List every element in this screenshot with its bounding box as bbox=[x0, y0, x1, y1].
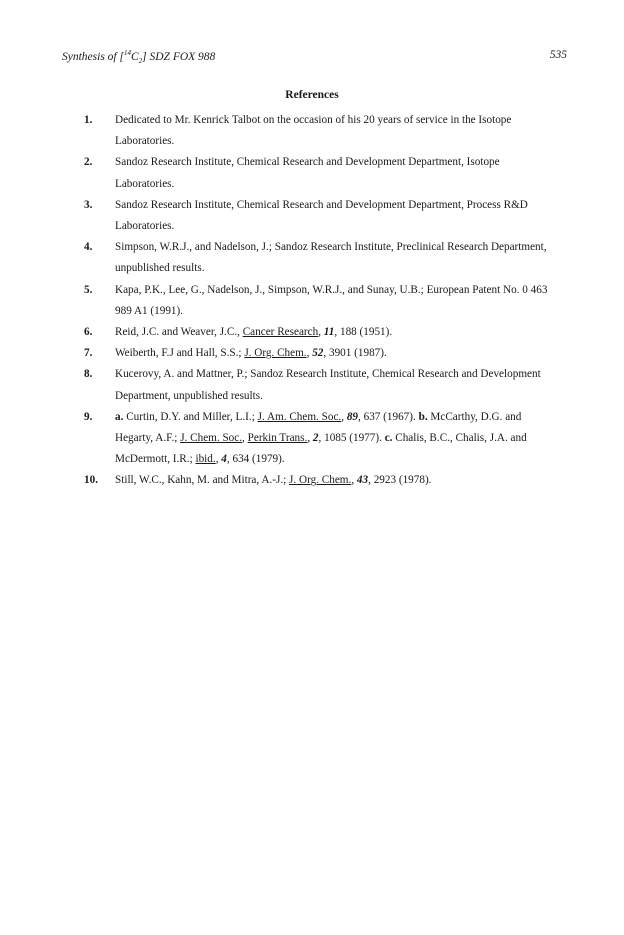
section-title: References bbox=[285, 89, 339, 101]
reference-text-run: 52 bbox=[312, 347, 324, 360]
reference-number: 9. bbox=[84, 410, 93, 423]
reference-text-run: c. bbox=[384, 432, 393, 445]
reference-text-run: , 3901 (1987). bbox=[323, 347, 387, 360]
reference-text bbox=[115, 343, 554, 364]
reference-text-run: , 637 (1967). bbox=[358, 410, 419, 423]
reference-text-run: Chalis, B.C., Chalis, J.A. and McDermott, I.R.; bbox=[115, 432, 527, 466]
reference-text-run: Sandoz Research Institute, Chemical Research and Development Department, Isotope Laboratories. bbox=[115, 156, 500, 190]
reference-text-run: b. bbox=[418, 410, 428, 423]
reference-text-run: , 1085 (1977). bbox=[318, 432, 385, 445]
reference-text-run: Reid, J.C. and Weaver, J.C., bbox=[115, 326, 243, 339]
reference-item bbox=[84, 470, 554, 491]
reference-text-run: , bbox=[341, 410, 347, 423]
reference-item bbox=[84, 152, 554, 194]
reference-text-run: ibid. bbox=[195, 453, 216, 466]
reference-text-run: Curtin, D.Y. and Miller, L.I.; bbox=[123, 410, 258, 423]
reference-text-run: , bbox=[242, 432, 248, 445]
reference-number: 6. bbox=[84, 326, 93, 339]
reference-text bbox=[115, 470, 554, 491]
reference-number: 7. bbox=[84, 347, 93, 360]
reference-number: 3. bbox=[84, 198, 93, 211]
reference-text-run: J. Org. Chem. bbox=[289, 474, 352, 487]
reference-text bbox=[115, 237, 554, 279]
reference-text bbox=[115, 195, 554, 237]
reference-text-run: Simpson, W.R.J., and Nadelson, J.; Sandoz Research Institute, Preclinical Research Department, unpublished results. bbox=[115, 241, 547, 275]
reference-number: 8. bbox=[84, 368, 93, 381]
reference-text bbox=[115, 364, 554, 406]
reference-text-run: , bbox=[318, 326, 324, 339]
reference-list bbox=[84, 110, 554, 492]
reference-text-run: Kucerovy, A. and Mattner, P.; Sandoz Research Institute, Chemical Research and Development Department, unpublished results. bbox=[115, 368, 541, 402]
reference-text-run: , 188 (1951). bbox=[334, 326, 393, 339]
reference-text-run: a. bbox=[115, 410, 124, 423]
reference-text-run: 2 bbox=[312, 432, 319, 445]
reference-text-run: 11 bbox=[323, 326, 335, 339]
reference-text-run: 43 bbox=[356, 474, 369, 487]
reference-item bbox=[84, 195, 554, 237]
reference-text bbox=[115, 322, 554, 343]
reference-text-run: Perkin Trans. bbox=[247, 432, 308, 445]
reference-number: 2. bbox=[84, 156, 93, 169]
reference-text-run: , bbox=[351, 474, 357, 487]
reference-text-run: J. Chem. Soc. bbox=[180, 432, 243, 445]
reference-text bbox=[115, 407, 554, 471]
reference-text-run: , bbox=[215, 453, 222, 466]
page-number: 535 bbox=[549, 49, 567, 61]
reference-text-run: Weiberth, F.J and Hall, S.S.; bbox=[115, 347, 245, 360]
reference-item bbox=[84, 364, 554, 406]
reference-text-run: Sandoz Research Institute, Chemical Research and Development Department, Process R&D Laboratories. bbox=[115, 198, 528, 233]
reference-text-run: Dedicated to Mr. Kenrick Talbot on the occasion of his 20 years of service in the Isotope Laboratories. bbox=[115, 114, 512, 148]
reference-text-run: , bbox=[306, 347, 313, 360]
reference-text-run: 4 bbox=[221, 453, 227, 466]
reference-text-run: Still, W.C., Kahn, M. and Mitra, A.-J.; bbox=[115, 474, 290, 487]
reference-item bbox=[84, 407, 554, 471]
reference-text-run: J. Org. Chem. bbox=[244, 347, 307, 360]
reference-number: 10. bbox=[84, 474, 98, 487]
running-title: Synthesis of $[^{14}C_2]$ SDZ FOX 988 bbox=[62, 49, 216, 66]
reference-item bbox=[84, 322, 554, 343]
reference-text-run: , 634 (1979). bbox=[226, 453, 285, 466]
reference-text-run: , 2923 (1978). bbox=[368, 474, 432, 487]
reference-text-run: , bbox=[307, 432, 313, 445]
reference-number: 4. bbox=[84, 241, 93, 254]
reference-item bbox=[84, 280, 554, 322]
reference-text-run: J. Am. Chem. Soc. bbox=[257, 410, 342, 423]
reference-text-run: Kapa, P.K., Lee, G., Nadelson, J., Simpson, W.R.J., and Sunay, U.B.; European Patent No. 0 463 989 A1 (1991). bbox=[115, 283, 548, 317]
running-header bbox=[62, 49, 567, 65]
reference-text bbox=[115, 110, 554, 152]
reference-text-run: 89 bbox=[346, 410, 358, 423]
reference-text-run: McCarthy, D.G. and Hegarty, A.F.; bbox=[115, 410, 522, 445]
reference-item bbox=[84, 343, 554, 364]
reference-number: 1. bbox=[84, 114, 93, 126]
reference-number: 5. bbox=[84, 283, 93, 296]
reference-text bbox=[115, 152, 554, 194]
reference-item bbox=[84, 110, 554, 152]
reference-text-run: Cancer Research bbox=[242, 326, 319, 339]
reference-text bbox=[115, 280, 554, 322]
reference-item bbox=[84, 237, 554, 279]
